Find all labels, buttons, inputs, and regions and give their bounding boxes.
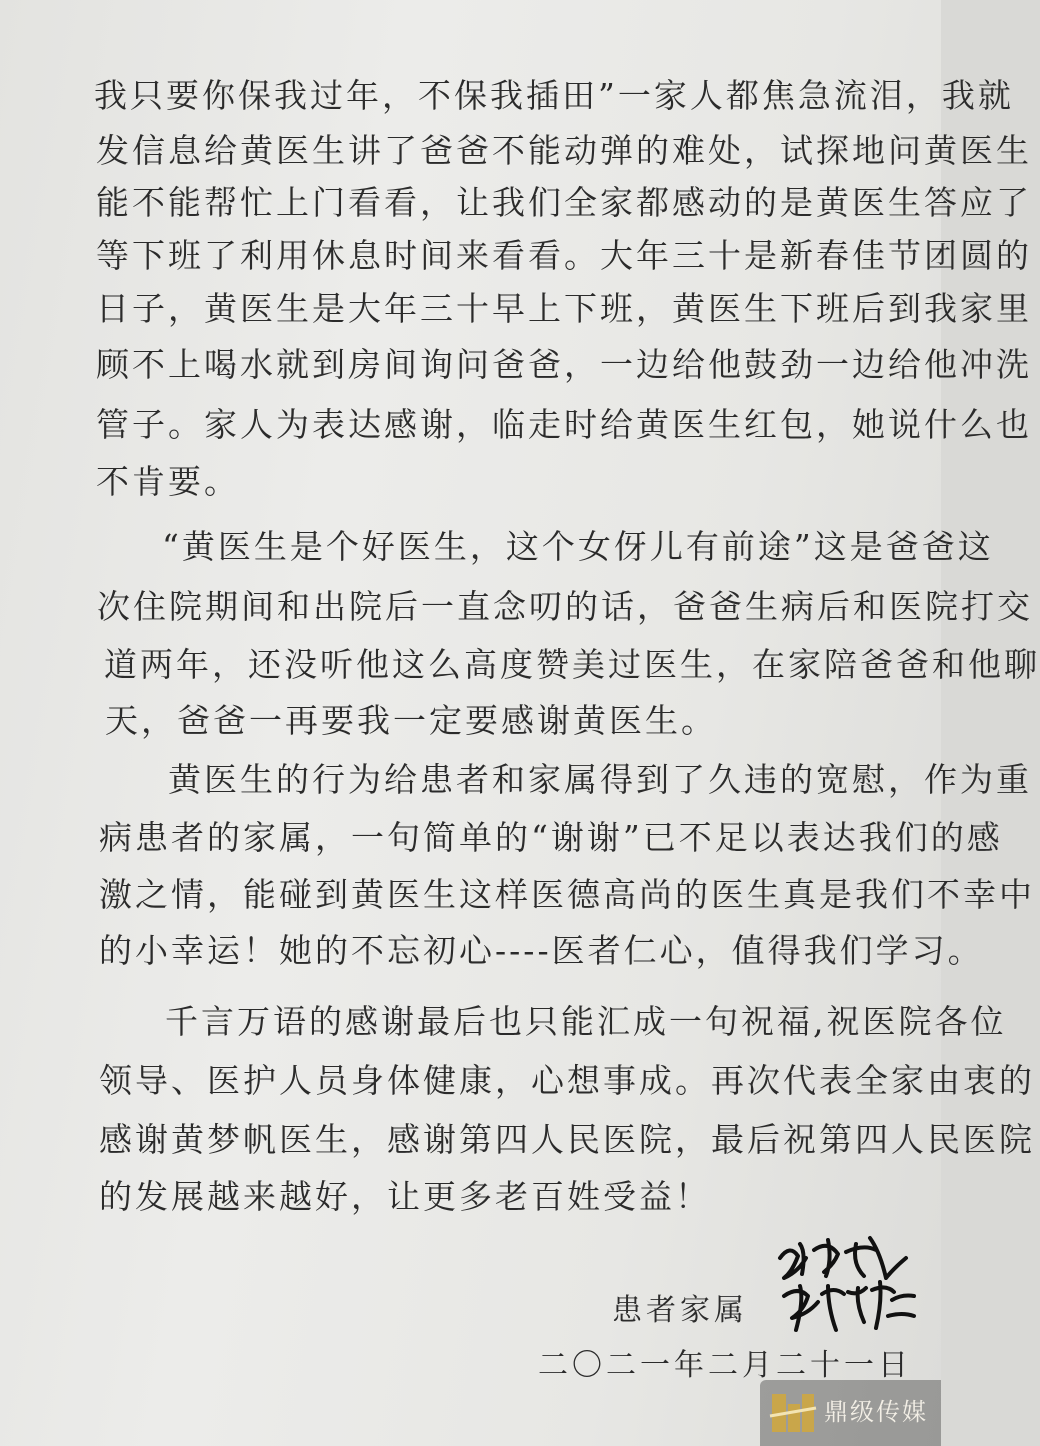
letter-date: 二〇二一年二月二十一日 xyxy=(538,1348,912,1383)
handwritten-signature xyxy=(770,1230,920,1340)
letter-line: 黄医生的行为给患者和家属得到了久违的宽慰，作为重 xyxy=(168,760,1032,799)
letter-line: 我只要你保我过年，不保我插田”一家人都焦急流泪，我就 xyxy=(94,76,1014,115)
signer-label: 患者家属 xyxy=(612,1293,748,1328)
letter-line: 病患者的家属，一句简单的“谢谢”已不足以表达我们的感 xyxy=(99,818,1003,857)
letter-line: 次住院期间和出院后一直念叨的话，爸爸生病后和医院打交 xyxy=(97,587,1033,626)
letter-line: 感谢黄梦帆医生，感谢第四人民医院，最后祝第四人民医院 xyxy=(99,1120,1035,1159)
letter-line: 管子。家人为表达感谢，临走时给黄医生红包，她说什么也 xyxy=(96,405,1032,444)
letter-line: 顾不上喝水就到房间询问爸爸，一边给他鼓劲一边给他冲洗 xyxy=(96,345,1032,384)
letter-line: 的小幸运！她的不忘初心----医者仁心，值得我们学习。 xyxy=(99,931,984,970)
letter-line: 天，爸爸一再要我一定要感谢黄医生。 xyxy=(105,701,717,740)
letter-line: 不肯要。 xyxy=(96,462,240,501)
watermark-text: 鼎级传媒 xyxy=(824,1398,928,1426)
letter-line: 等下班了利用休息时间来看看。大年三十是新春佳节团圆的 xyxy=(96,236,1032,275)
letter-line: 能不能帮忙上门看看，让我们全家都感动的是黄医生答应了 xyxy=(96,183,1032,222)
letter-line: 千言万语的感谢最后也只能汇成一句祝福,祝医院各位 xyxy=(165,1002,1007,1041)
letter-line: 道两年，还没听他这么高度赞美过医生，在家陪爸爸和他聊 xyxy=(104,645,1040,684)
letter-line: “黄医生是个好医生，这个女伢儿有前途”这是爸爸这 xyxy=(162,527,994,566)
letter-line: 日子，黄医生是大年三十早上下班，黄医生下班后到我家里 xyxy=(96,289,1032,328)
watermark-badge xyxy=(760,1380,941,1446)
media-logo-icon xyxy=(766,1386,820,1440)
letter-line: 领导、医护人员身体健康，心想事成。再次代表全家由衷的 xyxy=(99,1061,1035,1100)
letter-line: 发信息给黄医生讲了爸爸不能动弹的难处，试探地问黄医生 xyxy=(96,131,1032,170)
letter-line: 的发展越来越好，让更多老百姓受益！ xyxy=(99,1177,711,1216)
letter-line: 激之情，能碰到黄医生这样医德高尚的医生真是我们不幸中 xyxy=(99,875,1035,914)
